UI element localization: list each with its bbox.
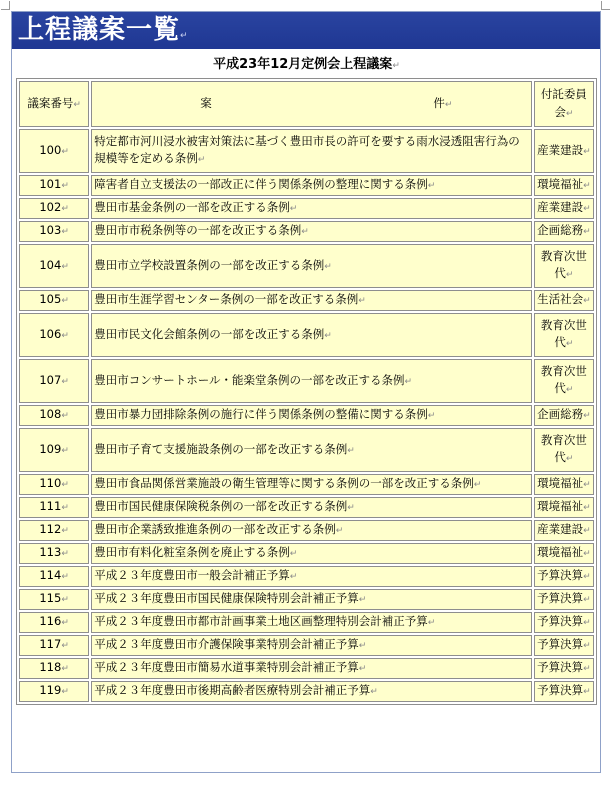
bill-title-cell: 豊田市生涯学習センター条例の一部を改正する条例↵ xyxy=(91,290,532,311)
committee-cell: 産業建設↵ xyxy=(534,520,594,541)
bill-number-cell: 110↵ xyxy=(19,474,89,495)
table-row xyxy=(19,612,594,633)
committee-cell: 産業建設↵ xyxy=(534,198,594,219)
table-row xyxy=(19,428,594,472)
bill-number-cell: 112↵ xyxy=(19,520,89,541)
committee-cell: 環境福祉↵ xyxy=(534,543,594,564)
committee-cell: 企画総務↵ xyxy=(534,405,594,426)
bill-title-cell: 豊田市基金条例の一部を改正する条例↵ xyxy=(91,198,532,219)
corner-mark-top-right xyxy=(601,1,610,10)
bill-table xyxy=(16,78,597,705)
committee-cell: 教育次世代↵ xyxy=(534,359,594,403)
committee-cell: 予算決算↵ xyxy=(534,635,594,656)
bill-number-cell: 119↵ xyxy=(19,681,89,702)
bill-title-cell: 豊田市子育て支援施設条例の一部を改正する条例↵ xyxy=(91,428,532,472)
committee-cell: 教育次世代↵ xyxy=(534,428,594,472)
committee-cell: 予算決算↵ xyxy=(534,658,594,679)
header-committee: 付託委員会↵ xyxy=(534,81,594,127)
bill-number-cell: 117↵ xyxy=(19,635,89,656)
bill-number-cell: 106↵ xyxy=(19,313,89,357)
bill-number-cell: 108↵ xyxy=(19,405,89,426)
table-row xyxy=(19,359,594,403)
bill-title-cell: 平成２３年度豊田市国民健康保険特別会計補正予算↵ xyxy=(91,589,532,610)
bill-number-cell: 100↵ xyxy=(19,129,89,173)
bill-number-cell: 107↵ xyxy=(19,359,89,403)
bill-number-cell: 101↵ xyxy=(19,175,89,196)
table-row xyxy=(19,244,594,288)
table-row xyxy=(19,198,594,219)
table-row xyxy=(19,474,594,495)
bill-title-cell: 豊田市企業誘致推進条例の一部を改正する条例↵ xyxy=(91,520,532,541)
bill-number-cell: 111↵ xyxy=(19,497,89,518)
committee-cell: 環境福祉↵ xyxy=(534,497,594,518)
table-row xyxy=(19,175,594,196)
page-title: 上程議案一覧↵ xyxy=(18,15,189,45)
committee-cell: 産業建設↵ xyxy=(534,129,594,173)
bill-number-cell: 102↵ xyxy=(19,198,89,219)
bill-title-cell: 豊田市立学校設置条例の一部を改正する条例↵ xyxy=(91,244,532,288)
bill-number-cell: 109↵ xyxy=(19,428,89,472)
table-row xyxy=(19,658,594,679)
table-row xyxy=(19,566,594,587)
committee-cell: 予算決算↵ xyxy=(534,612,594,633)
bill-title-cell: 平成２３年度豊田市一般会計補正予算↵ xyxy=(91,566,532,587)
table-row xyxy=(19,681,594,702)
table-row xyxy=(19,129,594,173)
table-row xyxy=(19,313,594,357)
bill-title-cell: 豊田市暴力団排除条例の施行に伴う関係条例の整備に関する条例↵ xyxy=(91,405,532,426)
table-row xyxy=(19,497,594,518)
bill-title-cell: 豊田市食品関係営業施設の衛生管理等に関する条例の一部を改正する条例↵ xyxy=(91,474,532,495)
bill-title-cell: 平成２３年度豊田市都市計画事業土地区画整理特別会計補正予算↵ xyxy=(91,612,532,633)
edit-mark: ↵ xyxy=(180,31,189,41)
bill-title-cell: 特定都市河川浸水被害対策法に基づく豊田市長の許可を要する雨水浸透阻害行為の規模等を定める条例↵ xyxy=(91,129,532,173)
bill-number-cell: 105↵ xyxy=(19,290,89,311)
bill-title-cell: 平成２３年度豊田市後期高齢者医療特別会計補正予算↵ xyxy=(91,681,532,702)
bill-number-cell: 113↵ xyxy=(19,543,89,564)
bill-title-cell: 豊田市コンサートホール・能楽堂条例の一部を改正する条例↵ xyxy=(91,359,532,403)
bill-title-cell: 豊田市市税条例等の一部を改正する条例↵ xyxy=(91,221,532,242)
table-row xyxy=(19,221,594,242)
table-subtitle: 平成23年12月定例会上程議案↵ xyxy=(213,57,400,72)
bill-number-cell: 118↵ xyxy=(19,658,89,679)
header-case: 案 件↵ xyxy=(91,81,532,127)
bill-title-cell: 障害者自立支援法の一部改正に伴う関係条例の整理に関する条例↵ xyxy=(91,175,532,196)
committee-cell: 生活社会↵ xyxy=(534,290,594,311)
bill-number-cell: 114↵ xyxy=(19,566,89,587)
bill-number-cell: 115↵ xyxy=(19,589,89,610)
table-row xyxy=(19,290,594,311)
bill-number-cell: 104↵ xyxy=(19,244,89,288)
bill-title-cell: 豊田市有料化粧室条例を廃止する条例↵ xyxy=(91,543,532,564)
committee-cell: 教育次世代↵ xyxy=(534,313,594,357)
edit-mark: ↵ xyxy=(392,61,400,71)
table-row xyxy=(19,543,594,564)
bill-number-cell: 103↵ xyxy=(19,221,89,242)
committee-cell: 企画総務↵ xyxy=(534,221,594,242)
bill-title-cell: 豊田市国民健康保険税条例の一部を改正する条例↵ xyxy=(91,497,532,518)
table-row xyxy=(19,589,594,610)
table-row xyxy=(19,520,594,541)
committee-cell: 環境福祉↵ xyxy=(534,175,594,196)
table-row xyxy=(19,635,594,656)
bill-title-cell: 豊田市民文化会館条例の一部を改正する条例↵ xyxy=(91,313,532,357)
header-number: 議案番号↵ xyxy=(19,81,89,127)
corner-mark-top-left xyxy=(1,1,10,10)
committee-cell: 環境福祉↵ xyxy=(534,474,594,495)
committee-cell: 予算決算↵ xyxy=(534,681,594,702)
bill-title-cell: 平成２３年度豊田市介護保険事業特別会計補正予算↵ xyxy=(91,635,532,656)
bill-title-cell: 平成２３年度豊田市簡易水道事業特別会計補正予算↵ xyxy=(91,658,532,679)
committee-cell: 教育次世代↵ xyxy=(534,244,594,288)
table-row xyxy=(19,405,594,426)
bill-table-body xyxy=(19,129,594,702)
committee-cell: 予算決算↵ xyxy=(534,566,594,587)
committee-cell: 予算決算↵ xyxy=(534,589,594,610)
page-header xyxy=(12,12,600,49)
table-header-row xyxy=(19,81,594,127)
bill-number-cell: 116↵ xyxy=(19,612,89,633)
